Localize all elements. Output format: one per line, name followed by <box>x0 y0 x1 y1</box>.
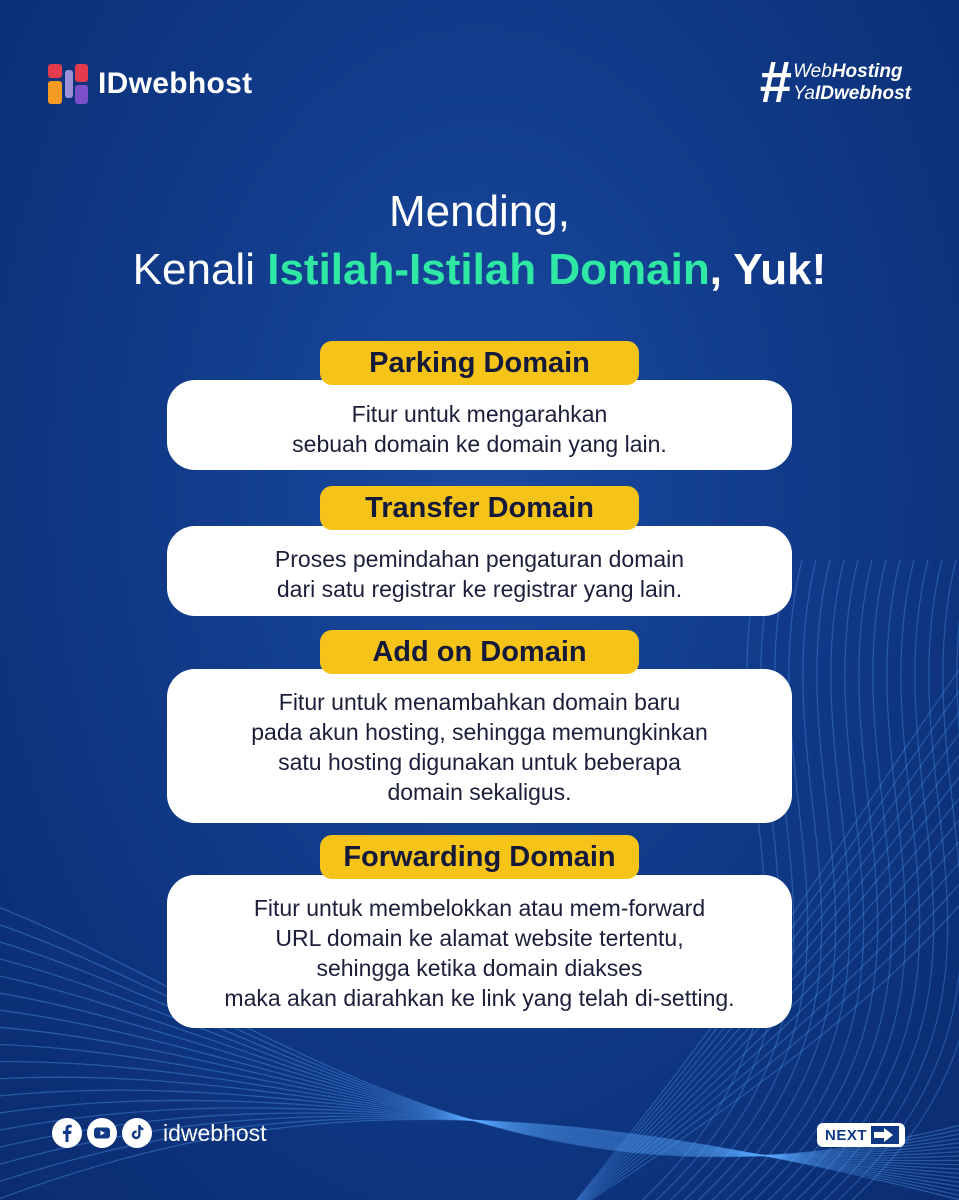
description-line: sebuah domain ke domain yang lain. <box>292 431 667 457</box>
term-label: Forwarding Domain <box>320 835 639 879</box>
title-highlight: Istilah-Istilah Domain <box>267 245 710 294</box>
description-line: Fitur untuk mengarahkan <box>351 401 608 427</box>
title-line-1: Mending, <box>388 187 570 236</box>
description-line: Proses pemindahan pengaturan domain <box>274 546 685 572</box>
tiktok-icon[interactable] <box>122 1118 152 1148</box>
term-label: Transfer Domain <box>320 486 639 530</box>
social-links <box>52 1118 267 1148</box>
next-label: NEXT <box>825 1126 868 1144</box>
page-title <box>0 184 959 300</box>
description-line: dari satu registrar ke registrar yang lain. <box>276 576 683 602</box>
arrow-right-icon <box>871 1126 899 1144</box>
description-line: maka akan diarahkan ke link yang telah di-setting. <box>224 985 735 1011</box>
description-line: URL domain ke alamat website tertentu, <box>275 925 684 951</box>
description-line: satu hosting digunakan untuk beberapa <box>278 749 681 775</box>
description-line: pada akun hosting, sehingga memungkinkan <box>251 719 708 745</box>
hashtag-part: Ya <box>793 83 815 104</box>
next-button[interactable] <box>817 1123 905 1147</box>
brand-name: IDwebhost <box>98 67 253 100</box>
description-line: domain sekaligus. <box>387 779 572 805</box>
term-description-card <box>167 526 792 616</box>
facebook-icon[interactable] <box>52 1118 82 1148</box>
title-prefix: Kenali <box>132 245 268 294</box>
hashtag-part: Web <box>793 61 832 82</box>
description-line: Fitur untuk menambahkan domain baru <box>278 689 681 715</box>
brand-logo <box>48 64 252 104</box>
youtube-icon[interactable] <box>87 1118 117 1148</box>
hashtag-part: IDwebhost <box>814 83 911 104</box>
logo-mark-icon <box>48 64 88 104</box>
hash-symbol: # <box>758 50 792 115</box>
description-line: Fitur untuk membelokkan atau mem-forward <box>253 895 706 921</box>
hashtag-part: Hosting <box>831 61 903 82</box>
term-description-card <box>167 380 792 470</box>
term-label: Add on Domain <box>320 630 639 674</box>
social-handle[interactable]: idwebhost <box>163 1119 267 1146</box>
title-line-2 <box>0 240 959 300</box>
term-description-card <box>167 875 792 1028</box>
hashtag <box>758 50 911 115</box>
description-line: sehingga ketika domain diakses <box>316 955 643 981</box>
term-description-card <box>167 669 792 823</box>
term-label: Parking Domain <box>320 341 639 385</box>
title-suffix: , Yuk! <box>709 245 827 294</box>
